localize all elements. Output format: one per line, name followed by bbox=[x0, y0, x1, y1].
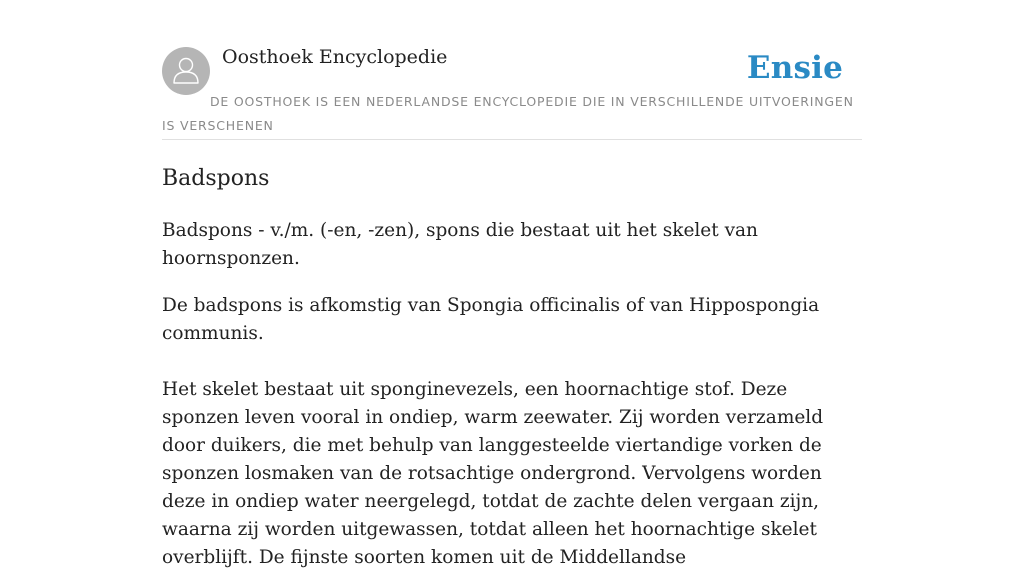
page bbox=[162, 0, 862, 572]
article bbox=[162, 166, 862, 572]
article-paragraph: Het skelet bestaat uit sponginevezels, een hoornachtige stof. Deze sponzen leven vooral in ondiep, warm zeewater. Zij worden verzameld door duikers, die met behulp van langgesteelde viertandige vorken de sponzen losmaken van de rotsachtige ondergrond. Vervolgens worden deze in ondiep water neergelegd, totdat de zachte delen vergaan zijn, waarna zij worden uitgewassen, totdat alleen het hoornachtige skelet overblijft. De fijnste soorten komen uit de Middellandse bbox=[162, 379, 824, 568]
publication-description: DE OOSTHOEK IS EEN NEDERLANDSE ENCYCLOPEDIE DIE IN VERSCHILLENDE UITVOERINGEN IS VERSCHENEN bbox=[162, 94, 854, 133]
publication-name-link[interactable]: Oosthoek Encyclopedie bbox=[222, 46, 448, 68]
article-paragraph: De badspons is afkomstig van Spongia officinalis of van Hippospongia communis. bbox=[162, 295, 820, 344]
article-paragraph: Badspons - v./m. (-en, -zen), spons die bestaat uit het skelet van hoornsponzen. bbox=[162, 220, 758, 269]
site-header bbox=[162, 0, 862, 140]
publication-avatar[interactable] bbox=[162, 47, 210, 95]
user-silhouette-icon bbox=[162, 47, 210, 95]
article-title: Badspons bbox=[162, 166, 270, 191]
brand-logo-link[interactable]: Ensie bbox=[746, 50, 843, 86]
